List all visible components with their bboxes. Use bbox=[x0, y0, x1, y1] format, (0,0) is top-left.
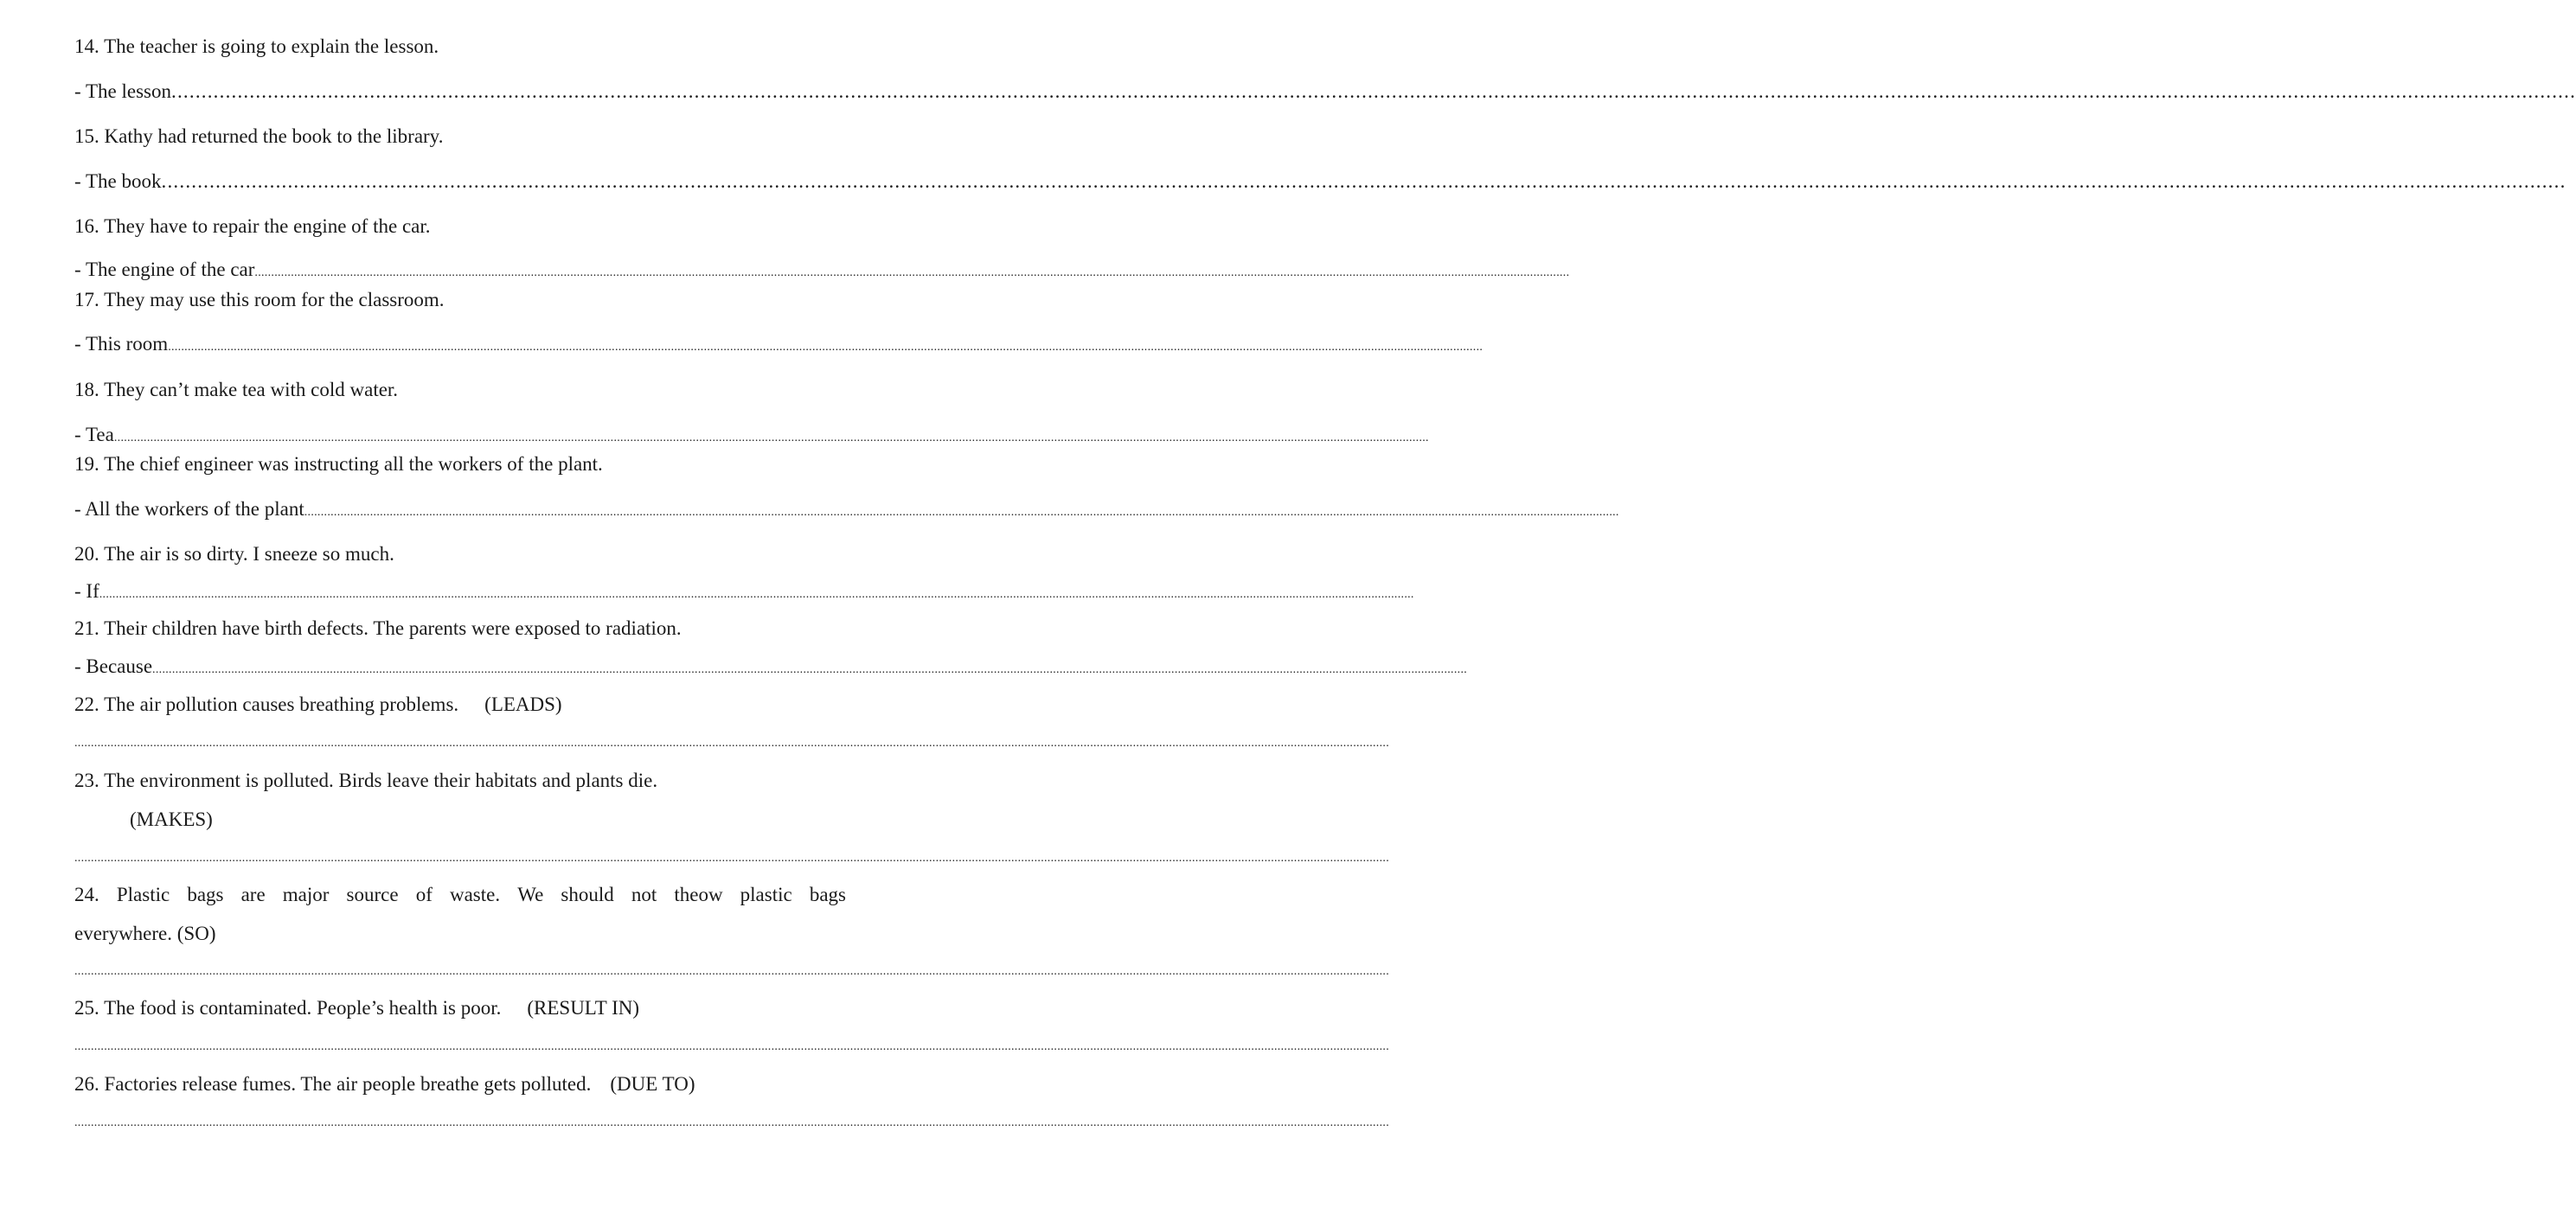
answer-line-23[interactable] bbox=[74, 847, 1389, 871]
answer-prefix-21: - Because bbox=[74, 655, 153, 677]
question-25-hint: (RESULT IN) bbox=[527, 997, 640, 1019]
answer-line-17[interactable] bbox=[74, 332, 1483, 356]
answer-dots-19[interactable]: ................................................................................................................................................................................................................................................................................................................................................................................................................ bbox=[304, 506, 1619, 519]
answer-prefix-19: - All the workers of the plant bbox=[74, 498, 304, 520]
answer-dots-20[interactable]: ................................................................................................................................................................................................................................................................................................................................................................................................................ bbox=[99, 588, 1414, 601]
question-22: 22. The air pollution causes breathing problems. bbox=[74, 693, 459, 715]
answer-line-25[interactable] bbox=[74, 1035, 1389, 1059]
question-15: 15. Kathy had returned the book to the library. bbox=[74, 125, 444, 147]
question-19: 19. The chief engineer was instructing all the workers of the plant. bbox=[74, 453, 603, 475]
question-23: 23. The environment is polluted. Birds leave their habitats and plants die. bbox=[74, 770, 658, 791]
answer-line-21[interactable] bbox=[74, 655, 1468, 679]
answer-dots-25[interactable]: ................................................................................................................................................................................................................................................................................................................................................................................................................ bbox=[74, 1040, 1389, 1053]
answer-prefix-16: - The engine of the car bbox=[74, 259, 255, 280]
answer-prefix-15: - The book bbox=[74, 170, 162, 192]
answer-line-15[interactable] bbox=[74, 169, 2566, 194]
answer-dots-18[interactable]: ................................................................................................................................................................................................................................................................................................................................................................................................................ bbox=[113, 431, 1429, 444]
question-24-word: bags bbox=[187, 884, 224, 905]
answer-line-19[interactable] bbox=[74, 497, 1619, 521]
answer-prefix-17: - This room bbox=[74, 333, 169, 355]
answer-dots-17[interactable]: ................................................................................................................................................................................................................................................................................................................................................................................................................ bbox=[168, 341, 1483, 354]
question-24-word: waste. bbox=[449, 884, 501, 905]
question-26-hint: (DUE TO) bbox=[610, 1073, 695, 1095]
question-26: 26. Factories release fumes. The air people breathe gets polluted. bbox=[74, 1073, 592, 1095]
answer-prefix-14: - The lesson bbox=[74, 80, 172, 102]
answer-dots-22[interactable]: ................................................................................................................................................................................................................................................................................................................................................................................................................ bbox=[74, 737, 1389, 750]
question-25-line bbox=[74, 996, 639, 1020]
question-18: 18. They can’t make tea with cold water. bbox=[74, 379, 399, 400]
question-14: 14. The teacher is going to explain the lesson. bbox=[74, 35, 439, 57]
answer-line-26[interactable] bbox=[74, 1111, 1389, 1135]
answer-dots-23[interactable]: ................................................................................................................................................................................................................................................................................................................................................................................................................ bbox=[74, 852, 1389, 865]
answer-line-24[interactable] bbox=[74, 960, 1389, 984]
question-24-word: source bbox=[346, 884, 399, 905]
question-24 bbox=[74, 883, 846, 907]
question-24-continuation: everywhere. (SO) bbox=[74, 923, 216, 944]
answer-dots-16[interactable]: ................................................................................................................................................................................................................................................................................................................................................................................................................ bbox=[254, 266, 1570, 279]
answer-line-22[interactable] bbox=[74, 732, 1389, 756]
answer-line-18[interactable] bbox=[74, 423, 1429, 447]
question-17: 17. They may use this room for the classroom. bbox=[74, 289, 445, 310]
answer-line-20[interactable] bbox=[74, 579, 1414, 604]
question-26-line bbox=[74, 1072, 695, 1096]
answer-dots-26[interactable]: ................................................................................................................................................................................................................................................................................................................................................................................................................ bbox=[74, 1116, 1389, 1129]
question-16: 16. They have to repair the engine of the car. bbox=[74, 215, 431, 237]
question-24-word: We bbox=[517, 884, 544, 905]
question-22-hint: (LEADS) bbox=[484, 693, 562, 715]
question-20: 20. The air is so dirty. I sneeze so much. bbox=[74, 543, 394, 565]
answer-dots-14[interactable]: ................................................................................................................................................................................................................................................................................................................................................................................................................ bbox=[171, 80, 2576, 102]
question-24-word: Plastic bbox=[116, 884, 170, 905]
answer-dots-24[interactable]: ................................................................................................................................................................................................................................................................................................................................................................................................................ bbox=[74, 965, 1389, 978]
question-24-word: should bbox=[561, 884, 614, 905]
answer-prefix-18: - Tea bbox=[74, 424, 114, 445]
question-24-word: of bbox=[415, 884, 433, 905]
question-24-word: major bbox=[282, 884, 330, 905]
question-24-word: bags bbox=[809, 884, 846, 905]
question-22-line bbox=[74, 693, 562, 717]
question-24-word: not bbox=[631, 884, 657, 905]
question-24-word: 24. bbox=[74, 884, 99, 905]
question-24-word: theow bbox=[674, 884, 723, 905]
question-23-hint: (MAKES) bbox=[130, 809, 213, 830]
question-25: 25. The food is contaminated. People’s health is poor. bbox=[74, 997, 502, 1019]
answer-dots-15[interactable]: ................................................................................................................................................................................................................................................................................................................................................................................................................ bbox=[161, 170, 2566, 192]
answer-line-14[interactable] bbox=[74, 80, 2576, 104]
answer-line-16[interactable] bbox=[74, 258, 1570, 282]
answer-dots-21[interactable]: ................................................................................................................................................................................................................................................................................................................................................................................................................ bbox=[152, 663, 1468, 676]
question-24-word: plastic bbox=[740, 884, 792, 905]
question-24-word: are bbox=[240, 884, 266, 905]
question-21: 21. Their children have birth defects. The parents were exposed to radiation. bbox=[74, 617, 682, 639]
answer-prefix-20: - If bbox=[74, 580, 99, 602]
